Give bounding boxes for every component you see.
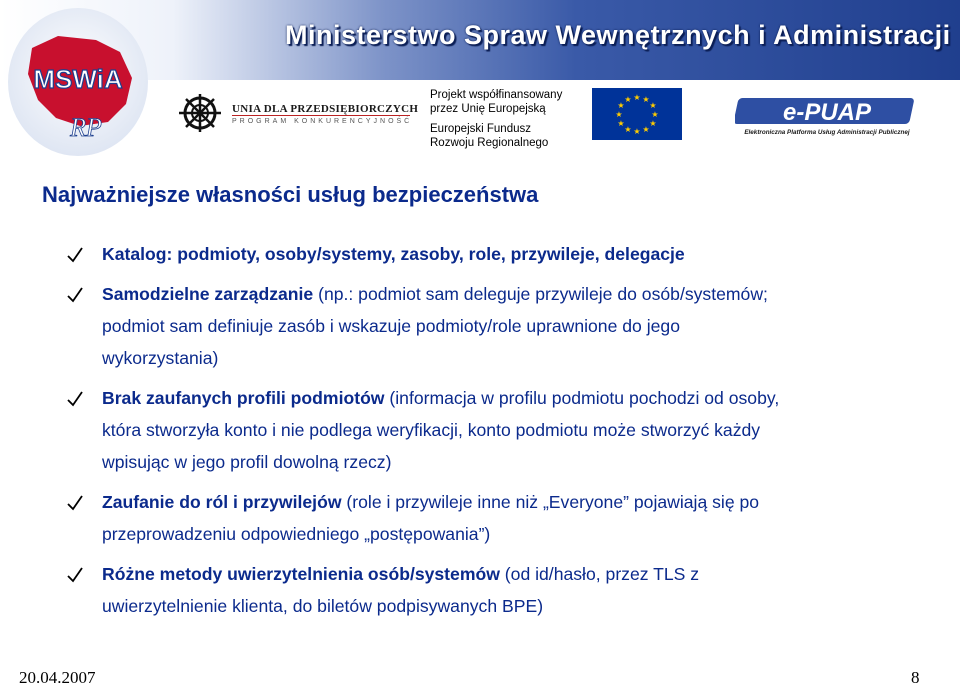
bullet-line: [102, 284, 768, 305]
bullet-line: [102, 348, 218, 369]
svg-text:★: ★: [642, 95, 650, 104]
bullet-text: przeprowadzeniu odpowiedniego „postępowania”): [102, 524, 491, 544]
checkmark-icon: [66, 390, 84, 408]
bullet-bold-text: Katalog: podmioty, osoby/systemy, zasoby, role, przywileje, delegacje: [102, 244, 685, 264]
unia-subtitle: PROGRAM KONKURENCYJNOŚĆ: [232, 118, 413, 125]
bullet-line: [102, 388, 779, 409]
mswia-logo-sub: RP: [70, 113, 102, 142]
svg-text:★: ★: [633, 93, 641, 102]
bullet-line: [102, 316, 680, 337]
checkmark-icon: [66, 286, 84, 304]
footer-date: 20.04.2007: [19, 668, 96, 687]
svg-text:★: ★: [649, 119, 657, 128]
checkmark-icon: [66, 494, 84, 512]
bullet-bold-text: Samodzielne zarządzanie: [102, 284, 314, 304]
ministry-title: Ministerstwo Spraw Wewnętrznych i Administracji: [285, 20, 951, 50]
eu-project-line1: Projekt współfinansowany: [430, 89, 563, 101]
bullet-line: [102, 596, 543, 617]
unia-title: UNIA DLA PRZEDSIĘBIORCZYCH: [232, 103, 419, 115]
svg-text:★: ★: [624, 95, 632, 104]
eu-flag-icon: [592, 88, 682, 140]
svg-text:★: ★: [617, 119, 625, 128]
svg-text:★: ★: [617, 101, 625, 110]
svg-text:★: ★: [624, 125, 632, 134]
bullet-text: podmiot sam definiuje zasób i wskazuje podmioty/role uprawnione do jego: [102, 316, 680, 336]
bullet-bold-text: Zaufanie do ról i przywilejów: [102, 492, 342, 512]
bullet-bold-text: Brak zaufanych profili podmiotów: [102, 388, 385, 408]
slide-heading: Najważniejsze własności usług bezpieczeństwa: [42, 182, 539, 207]
unia-emblem-icon: [175, 92, 225, 134]
epuap-logo: [735, 96, 920, 138]
unia-divider: [232, 115, 410, 116]
eu-fund-line1: Europejski Fundusz: [430, 123, 531, 135]
mswia-logo: [0, 0, 170, 165]
mswia-logo-text: MSWiA: [33, 64, 123, 94]
svg-text:★: ★: [649, 101, 657, 110]
bullet-text: uwierzytelnienie klienta, do biletów podpisywanych BPE): [102, 596, 544, 616]
bullet-line: [102, 420, 760, 441]
bullet-text: (np.: podmiot sam deleguje przywileje do osób/systemów;: [313, 284, 768, 304]
bullet-text: wykorzystania): [102, 348, 219, 368]
bullet-text: która stworzyła konto i nie podlega weryfikacji, konto podmiotu może stworzyć każdy: [102, 420, 761, 440]
bullet-line: [102, 452, 391, 473]
checkmark-icon: [66, 566, 84, 584]
svg-text:★: ★: [642, 125, 650, 134]
svg-text:★: ★: [651, 110, 659, 119]
bullet-line: [102, 244, 685, 265]
eu-project-line2: przez Unię Europejską: [430, 103, 546, 115]
bullet-bold-text: Różne metody uwierzytelnienia osób/systemów: [102, 564, 500, 584]
bullet-text: (role i przywileje inne niż „Everyone” pojawiają się po: [341, 492, 760, 512]
checkmark-icon: [66, 246, 84, 264]
bullet-line: [102, 524, 490, 545]
bullet-text: wpisując w jego profil dowolną rzecz): [102, 452, 392, 472]
epuap-subtitle: Elektroniczna Platforma Usług Administracji Publicznej: [744, 129, 910, 136]
svg-text:★: ★: [615, 110, 623, 119]
bullet-text: (od id/hasło, przez TLS z: [499, 564, 700, 584]
bullet-line: [102, 564, 699, 585]
page-number: 8: [911, 668, 920, 687]
svg-text:★: ★: [633, 127, 641, 136]
epuap-logo-text: e-PUAP: [782, 99, 872, 126]
bullet-line: [102, 492, 759, 513]
bullet-text: (informacja w profilu podmiotu pochodzi od osoby,: [384, 388, 780, 408]
eu-fund-line2: Rozwoju Regionalnego: [430, 137, 549, 149]
